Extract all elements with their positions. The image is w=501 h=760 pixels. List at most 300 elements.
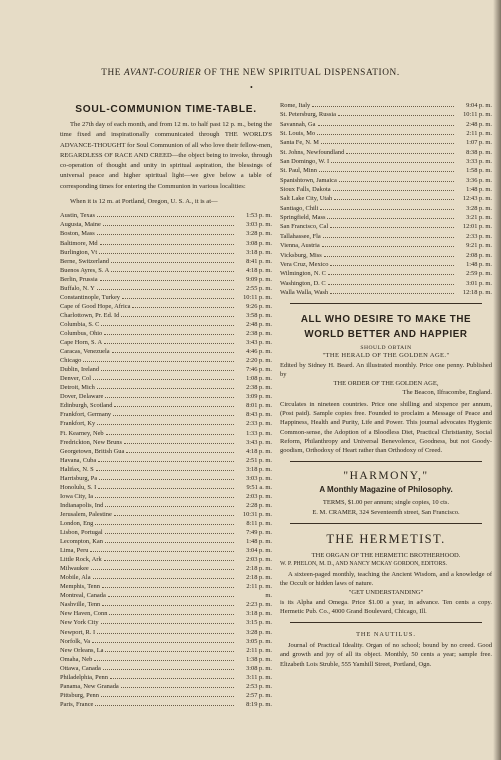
- timetable-row: [60, 574, 272, 583]
- timetable-time: 2:38 p. m.: [246, 329, 272, 337]
- timetable-time: 2:03 p. m.: [246, 492, 272, 500]
- timetable-row: [280, 130, 492, 139]
- ad-hermetist-body-1: A sixteen-paged monthly, teaching the Ancient Wisdom, and a knowledge of the Occult or hidden laws of nature.: [280, 570, 492, 587]
- timetable-city: Indianapolis, Ind: [60, 501, 104, 509]
- timetable-row: [280, 158, 492, 167]
- timetable-row: [60, 656, 272, 665]
- timetable-city: Springfield, Mass: [280, 214, 326, 222]
- leader-dots: [110, 677, 234, 679]
- timetable-time: 8:41 p. m.: [246, 257, 272, 265]
- timetable-row: [60, 221, 272, 230]
- timetable-row: [60, 502, 272, 511]
- leader-dots: [124, 442, 234, 444]
- timetable-time: 3:36 p. m.: [466, 176, 492, 184]
- timetable-city: Austin, Texas: [60, 212, 95, 220]
- timetable-time: 2:57 p. m.: [246, 691, 272, 699]
- timetable-city: Cape Horn, S. A: [60, 339, 103, 347]
- leader-dots: [94, 659, 234, 661]
- leader-dots: [100, 243, 234, 245]
- timetable-row: [60, 393, 272, 402]
- leader-dots: [111, 261, 234, 263]
- timetable-city: Walla Walla, Wash: [280, 288, 329, 296]
- timetable-city: Jerusalem, Palestine: [60, 510, 112, 518]
- timetable-time: 3:28 p. m.: [246, 230, 272, 238]
- timetable-city: Cape of Good Hope, Africa: [60, 302, 131, 310]
- leader-dots: [97, 215, 234, 217]
- timetable-row: [280, 233, 492, 242]
- timetable-row: [60, 674, 272, 683]
- leader-dots: [328, 273, 454, 275]
- section-divider: [290, 303, 482, 304]
- timetable-row: [280, 139, 492, 148]
- timetable-time: 1:58 p. m.: [466, 167, 492, 175]
- timetable-row: [60, 565, 272, 574]
- timetable-row: [60, 230, 272, 239]
- timetable-time: 3:18 p. m.: [246, 465, 272, 473]
- timetable-city: Little Rock, Ark: [60, 556, 102, 564]
- leader-dots: [312, 105, 454, 107]
- leader-dots: [83, 360, 234, 362]
- timetable-row: [60, 212, 272, 221]
- timetable-city: Vera Cruz, Mexico: [280, 260, 329, 268]
- timetable-city: Savannah, Ga: [280, 120, 316, 128]
- timetable-city: Buffalo, N. Y: [60, 284, 95, 292]
- timetable-row: [280, 167, 492, 176]
- timetable-time: 2:51 p. m.: [246, 456, 272, 464]
- timetable-time: 3:05 p. m.: [246, 637, 272, 645]
- ad-hermetist-editors: W. P. PHELON, M. D., AND NANCY MCKAY GORDON, EDITORS.: [280, 561, 447, 568]
- timetable-city: Frankfort, Ky: [60, 420, 96, 428]
- timetable-time: 3:43 p. m.: [246, 438, 272, 446]
- timetable-city: Berne, Switzerland: [60, 257, 109, 265]
- timetable-row: [280, 261, 492, 270]
- timetable-city: Newport, R. I: [60, 628, 96, 636]
- timetable-time: 10:11 p. m.: [243, 293, 272, 301]
- timetable-city: St. Paul, Minn: [280, 167, 317, 175]
- leader-dots: [95, 704, 234, 706]
- timetable-time: 2:48 p. m.: [246, 320, 272, 328]
- timetable-city: Caracas, Venezuela: [60, 348, 110, 356]
- timetable-time: 3:58 p. m.: [246, 311, 272, 319]
- timetable-city: Fredrickton, New Bruns: [60, 438, 122, 446]
- timetable-time: 9:21 p. m.: [466, 242, 492, 250]
- running-head-italic: AVANT-COURIER: [124, 68, 202, 78]
- timetable-time: 7:49 p. m.: [246, 529, 272, 537]
- timetable-row: [60, 303, 272, 312]
- leader-dots: [322, 245, 454, 247]
- timetable-city: Paris, France: [60, 700, 94, 708]
- timetable-row: [60, 619, 272, 628]
- timetable-time: 2:08 p. m.: [466, 251, 492, 259]
- timetable-row: [60, 701, 272, 710]
- timetable-time: 8:01 p. m.: [246, 402, 272, 410]
- timetable-row: [60, 357, 272, 366]
- timetable-city: Mobile, Ala: [60, 574, 91, 582]
- timetable-city: St. Petersburg, Russia: [280, 111, 336, 119]
- timetable-city: Philadelphia, Penn: [60, 673, 108, 681]
- leader-dots: [126, 451, 234, 453]
- timetable-row: [60, 321, 272, 330]
- leader-dots: [99, 478, 234, 480]
- timetable-city: New York City: [60, 619, 99, 627]
- timetable-city: Frankfort, Germany: [60, 411, 112, 419]
- leader-dots: [104, 559, 234, 561]
- timetable-time: 2:55 p. m.: [246, 284, 272, 292]
- left-column: [60, 104, 272, 710]
- leader-dots: [338, 114, 454, 116]
- timetable-city: Memphis, Tenn: [60, 583, 100, 591]
- leader-dots: [98, 460, 234, 462]
- timetable-city: Washington, D. C: [280, 279, 326, 287]
- timetable-row: [60, 411, 272, 420]
- leader-dots: [122, 297, 234, 299]
- timetable-row: [60, 312, 272, 321]
- timetable-row: [280, 111, 492, 120]
- leader-dots: [93, 378, 234, 380]
- leader-dots: [104, 333, 234, 335]
- timetable-row: [60, 339, 272, 348]
- ad-hermetist-title: THE HERMETIST.: [326, 532, 446, 547]
- ad-world-should: SHOULD OBTAIN: [360, 345, 412, 352]
- timetable-time: 3:01 p. m.: [466, 279, 492, 287]
- leader-dots: [105, 505, 234, 507]
- ad-world-heading-2: WORLD BETTER AND HAPPIER: [304, 329, 468, 341]
- timetable-time: m.: [265, 592, 272, 600]
- timetable-row: [60, 692, 272, 701]
- timetable-row: [60, 258, 272, 267]
- timetable-time: 2:03 p. m.: [246, 556, 272, 564]
- timetable-time: 3:21 p. m.: [466, 214, 492, 222]
- timetable-row: [60, 448, 272, 457]
- leader-dots: [324, 255, 454, 257]
- timetable-time: 3:28 p. m.: [246, 628, 272, 636]
- timetable-city: St. Louis, Mo: [280, 130, 316, 138]
- ad-harmony-terms: TERMS, $1.00 per annum; single copies, 10 cts.: [322, 499, 450, 507]
- leader-dots: [323, 236, 454, 238]
- timetable-time: 1:08 p. m.: [246, 375, 272, 383]
- timetable-row: [280, 242, 492, 251]
- leader-dots: [106, 433, 234, 435]
- timetable-row: [280, 223, 492, 232]
- leader-dots: [97, 423, 234, 425]
- right-column: [280, 102, 492, 669]
- timetable-time: 3:18 p. m.: [246, 610, 272, 618]
- leader-dots: [328, 283, 454, 285]
- timetable-row: [280, 149, 492, 158]
- leader-dots: [96, 469, 234, 471]
- timetable-row: [60, 475, 272, 484]
- leader-dots: [95, 523, 234, 525]
- timetable-time: 2:20 p. m.: [246, 357, 272, 365]
- ad-hermetist-understanding: "GET UNDERSTANDING": [348, 589, 424, 597]
- running-head-post: OF THE NEW SPIRITUAL DISPENSATION.: [201, 68, 400, 78]
- timetable-city: Ft. Kearney, Neb: [60, 429, 104, 437]
- timetable-row: [60, 683, 272, 692]
- timetable-city: Lecompton, Kan: [60, 538, 103, 546]
- timetable-time: 2:33 p. m.: [466, 232, 492, 240]
- timetable-city: Tallahassee, Fla: [280, 232, 321, 240]
- timetable-row: [280, 177, 492, 186]
- timetable-city: Edinburgh, Scotland: [60, 402, 113, 410]
- ad-harmony-publisher: E. M. CRAMER, 324 Seventeenth street, San Francisco.: [312, 508, 460, 516]
- ad-world-body: Circulates in nineteen countries. Price one shilling and sixpence per annum, (Post paid). Sample copies free. Founded to proclaim a Message of Peace and Happiness, Health and Purity, Life and Power. This journal advocates Hygienic Common-sense, the Adoption of a Bloodless Diet, Practical Christianity, Social Reform, Philanthropy and Universal Benevolence, Goodness, but not Goody-goodism, Orthodoxy of Heart rather than Orthodoxy of Creed.: [280, 400, 492, 455]
- timetable-city: Omaha, Neb: [60, 655, 93, 663]
- ad-nautilus-title: THE NAUTILUS.: [356, 631, 416, 639]
- leader-dots: [320, 208, 454, 210]
- timetable-city: Lima, Peru: [60, 547, 89, 555]
- leader-dots: [95, 496, 234, 498]
- timetable-time: 2:11 p. m.: [246, 646, 272, 654]
- timetable-time: 2:18 p. m.: [246, 574, 272, 582]
- timetable-time: 10:31 p. m.: [242, 510, 272, 518]
- timetable-time: 3:43 p. m.: [246, 339, 272, 347]
- ad-world-herald: "THE HERALD OF THE GOLDEN AGE.": [322, 352, 450, 360]
- leader-dots: [93, 577, 234, 579]
- timetable-city: Spanishtown, Jamaica: [280, 176, 337, 184]
- leader-dots: [100, 279, 234, 281]
- ad-world-heading-1: ALL WHO DESIRE TO MAKE THE: [300, 314, 472, 326]
- timetable-row: [60, 592, 272, 601]
- timetable-city: San Francisco, Cal: [280, 223, 329, 231]
- timetable-city: St. Johns, Newfoundland: [280, 148, 345, 156]
- leader-dots: [330, 226, 454, 228]
- timetable-row: [60, 484, 272, 493]
- ad-world-address: The Beacon, Ilfracombe, England.: [402, 389, 492, 397]
- timetable-time: 3:11 p. m.: [246, 673, 272, 681]
- timetable-time: 2:23 p. m.: [246, 601, 272, 609]
- section-divider: [290, 461, 482, 462]
- timetable-time: 4:46 p. m.: [246, 348, 272, 356]
- timetable-time: 2:33 p. m.: [246, 420, 272, 428]
- timetable-city: Norfolk, Va: [60, 637, 91, 645]
- leader-dots: [330, 264, 454, 266]
- timetable-time: 8:43 p. m.: [246, 411, 272, 419]
- timetable-row: [60, 665, 272, 674]
- ad-world-order: THE ORDER OF THE GOLDEN AGE,: [333, 380, 439, 388]
- timetable-city: Panama, New Granada: [60, 682, 119, 690]
- leader-dots: [105, 532, 234, 534]
- timetable-city: Columbus, Ohio: [60, 329, 103, 337]
- timetable-row: [60, 330, 272, 339]
- timetable-time: 3:09 p. m.: [246, 393, 272, 401]
- timetable-row: [60, 538, 272, 547]
- timetable-row: [60, 294, 272, 303]
- timetable-row: [60, 439, 272, 448]
- timetable-city: Columbia, S. C: [60, 320, 100, 328]
- leader-dots: [317, 133, 454, 135]
- timetable-city: Wilmington, N. C: [280, 270, 326, 278]
- timetable-row: [60, 430, 272, 439]
- timetable-city: Halifax, N. S: [60, 465, 94, 473]
- timetable-time: 9:51 a. m.: [246, 483, 272, 491]
- leader-dots: [97, 387, 234, 389]
- timetable-city: Dover, Delaware: [60, 393, 104, 401]
- timetable-city: Montreal, Canada: [60, 592, 106, 600]
- leader-dots: [105, 541, 234, 543]
- leader-dots: [339, 180, 454, 182]
- leader-dots: [321, 142, 454, 144]
- timetable-time: 3:15 p. m.: [246, 619, 272, 627]
- leader-dots: [331, 161, 454, 163]
- leader-dots: [114, 405, 234, 407]
- leader-dots: [101, 324, 234, 326]
- timetable-city: Vienna, Austria: [280, 242, 320, 250]
- leader-dots: [114, 514, 234, 516]
- timetable-time: 3:18 p. m.: [246, 248, 272, 256]
- leader-dots: [319, 170, 454, 172]
- timetable-city: Havana, Cuba: [60, 456, 97, 464]
- timetable-city: Dublin, Ireland: [60, 366, 100, 374]
- timetable-row: [60, 610, 272, 619]
- running-head: [0, 68, 501, 78]
- leader-dots: [97, 632, 234, 634]
- timetable-city: Lisbon, Portugal: [60, 529, 103, 537]
- timetable-time: 2:28 p. m.: [246, 501, 272, 509]
- timetable-time: 12:18 p. m.: [462, 288, 492, 296]
- ad-hermetist-organ: THE ORGAN OF THE HERMETIC BROTHERHOOD.: [311, 552, 461, 560]
- timetable-city: Salt Lake City, Utah: [280, 195, 333, 203]
- leader-dots: [92, 641, 234, 643]
- timetable-intro-2: When it is 12 m. at Portland, Oregon, U. S. A., it is at—: [70, 198, 218, 206]
- timetable-city: New Orleans, La: [60, 646, 104, 654]
- timetable-time: 2:48 p. m.: [466, 120, 492, 128]
- leader-dots: [105, 650, 234, 652]
- timetable-time: 2:18 p. m.: [246, 565, 272, 573]
- page-edge-shadow: [493, 0, 501, 760]
- timetable-time: 3:28 p. m.: [466, 204, 492, 212]
- leader-dots: [102, 604, 234, 606]
- timetable-row: [60, 457, 272, 466]
- timetable-time: 1:33 p. m.: [246, 429, 272, 437]
- timetable-time: 12:01 p. m.: [462, 223, 492, 231]
- timetable-city: New Haven, Conn: [60, 610, 108, 618]
- timetable-city: Berlin, Prussia: [60, 275, 98, 283]
- timetable-time: 1:48 p. m.: [466, 260, 492, 268]
- timetable-row: [280, 214, 492, 223]
- timetable-row: [280, 280, 492, 289]
- timetable-city: Nashville, Tenn: [60, 601, 101, 609]
- ad-world-edited: Edited by Sidney H. Beard. An illustrated monthly. Price one penny. Published by: [280, 361, 492, 378]
- timetable-row: [60, 647, 272, 656]
- timetable-row: [60, 384, 272, 393]
- leader-dots: [105, 396, 234, 398]
- timetable-time: 2:53 p. m.: [246, 682, 272, 690]
- leader-dots: [346, 152, 454, 154]
- timetable-time: 1:48 p. m.: [246, 538, 272, 546]
- leader-dots: [97, 233, 234, 235]
- timetable-city: San Domingo, W. I: [280, 158, 330, 166]
- timetable-city: Constantinople, Turkey: [60, 293, 121, 301]
- running-head-pre: THE: [101, 68, 125, 78]
- leader-dots: [113, 414, 234, 416]
- leader-dots: [103, 668, 234, 670]
- leader-dots: [103, 224, 234, 226]
- timetable-row: [280, 252, 492, 261]
- timetable-time: 4:18 p. m.: [246, 266, 272, 274]
- timetable-city: Boston, Mass: [60, 230, 95, 238]
- ornament-dot: •: [250, 83, 253, 92]
- timetable-row: [280, 121, 492, 130]
- timetable-city: Santiago, Chili: [280, 204, 319, 212]
- timetable-right-list: [280, 102, 492, 298]
- timetable-row: [280, 289, 492, 298]
- timetable-row: [60, 285, 272, 294]
- section-divider: [290, 622, 482, 623]
- ad-hermetist-body-2: is its Alpha and Omega. Price $1.00 a year, in advance. Ten cents a copy. Hermetic Pub. Co., 4000 Grand Boulevard, Chicago, Ill.: [280, 598, 492, 615]
- leader-dots: [91, 568, 234, 570]
- timetable-row: [60, 466, 272, 475]
- timetable-row: [60, 249, 272, 258]
- timetable-time: 1:38 p. m.: [246, 655, 272, 663]
- leader-dots: [101, 695, 234, 697]
- timetable-time: 3:08 p. m.: [246, 664, 272, 672]
- timetable-time: 2:59 p. m.: [466, 270, 492, 278]
- leader-dots: [111, 270, 234, 272]
- timetable-city: Harrisburg, Pa: [60, 474, 98, 482]
- leader-dots: [132, 306, 234, 308]
- timetable-city: Milwaukee: [60, 565, 89, 573]
- timetable-time: 10:11 p. m.: [463, 111, 492, 119]
- timetable-time: 8:38 p. m.: [466, 148, 492, 156]
- timetable-time: 3:04 p. m.: [246, 547, 272, 555]
- timetable-row: [60, 511, 272, 520]
- ad-nautilus-body: Journal of Practical Ideality. Organ of no school; bound by no creed. Good and growth and joy of all its object. Monthly, 50 cents a year; sample free. Elizabeth Lois Struble, 555 Yamhill Street, Portland, Ogn.: [280, 642, 492, 668]
- timetable-city: Santa Fe, N. M: [280, 139, 319, 147]
- timetable-city: Detroit, Mich: [60, 384, 95, 392]
- timetable-time: 2:11 p. m.: [246, 583, 272, 591]
- leader-dots: [330, 292, 454, 294]
- timetable-row: [60, 375, 272, 384]
- timetable-city: Georgetown, British Gua: [60, 447, 125, 455]
- leader-dots: [90, 550, 234, 552]
- timetable-row: [60, 240, 272, 249]
- ad-harmony-subtitle: A Monthly Magazine of Philosophy.: [319, 485, 453, 495]
- timetable-city: Honolulu, S. I: [60, 483, 97, 491]
- timetable-time: 1:07 p. m.: [466, 139, 492, 147]
- leader-dots: [101, 622, 234, 624]
- timetable-row: [60, 629, 272, 638]
- timetable-row: [60, 493, 272, 502]
- timetable-row: [280, 195, 492, 204]
- leader-dots: [101, 369, 234, 371]
- timetable-city: Augusta, Maine: [60, 221, 101, 229]
- leader-dots: [109, 613, 234, 615]
- timetable-city: Baltimore, Md: [60, 239, 98, 247]
- timetable-time: 2:11 p. m.: [466, 130, 492, 138]
- timetable-row: [60, 601, 272, 610]
- leader-dots: [102, 586, 234, 588]
- timetable-city: Iowa City, Ia: [60, 492, 94, 500]
- timetable-row: [280, 186, 492, 195]
- timetable-city: Pittsburg, Penn: [60, 691, 99, 699]
- timetable-city: Denver, Col: [60, 375, 91, 383]
- leader-dots: [333, 189, 454, 191]
- timetable-row: [60, 520, 272, 529]
- timetable-city: London, Eng: [60, 519, 94, 527]
- timetable-row: [60, 529, 272, 538]
- timetable-city: Ottawa, Canada: [60, 664, 101, 672]
- timetable-row: [60, 583, 272, 592]
- leader-dots: [98, 487, 234, 489]
- leader-dots: [327, 217, 454, 219]
- leader-dots: [108, 595, 234, 597]
- timetable-title: SOUL-COMMUNION TIME-TABLE.: [75, 104, 257, 115]
- timetable-row: [60, 638, 272, 647]
- timetable-time: 4:18 p. m.: [246, 447, 272, 455]
- timetable-city: Buenos Ayres, S. A: [60, 266, 110, 274]
- timetable-row: [60, 366, 272, 375]
- leader-dots: [121, 686, 234, 688]
